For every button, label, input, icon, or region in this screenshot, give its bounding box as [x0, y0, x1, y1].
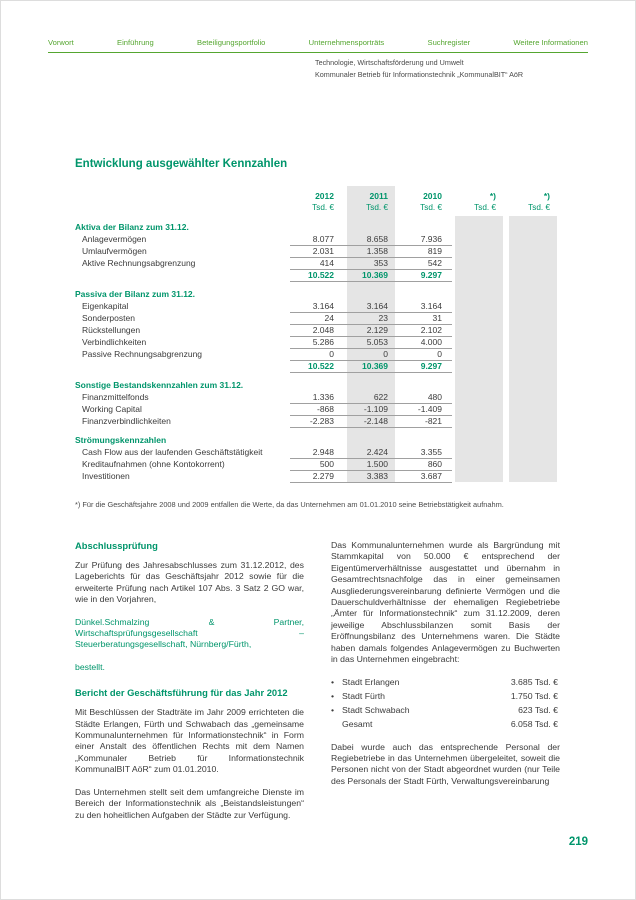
table-cell: 3.687 — [398, 470, 452, 483]
table-cell: 3.164 — [344, 300, 398, 313]
contribution-item — [331, 704, 560, 718]
table-cell — [452, 269, 506, 282]
table-column-header: *) Tsd. € — [528, 191, 550, 212]
nav-item-unternehmensportr-ts[interactable]: Unternehmensporträts — [308, 38, 385, 47]
table-cell: 3.164 — [290, 300, 344, 313]
row-label: Aktiva der Bilanz zum 31.12. — [75, 222, 189, 232]
table-sum-row — [75, 360, 560, 372]
table-cell: 353 — [344, 257, 398, 270]
table-cell: 1.500 — [344, 458, 398, 471]
row-label: Rückstellungen — [82, 325, 141, 335]
table-data-row — [75, 470, 560, 482]
table-cell — [290, 434, 344, 446]
table-cell: -2.148 — [344, 415, 398, 428]
nav-item-weitere-informationen[interactable]: Weitere Informationen — [513, 38, 588, 47]
row-label: Anlagevermögen — [82, 234, 147, 244]
paragraph-personal: Dabei wurde auch das entsprechende Personal der Regiebetriebe in das Unternehmen übergeleitet, soweit die Personen nicht von der Stadt abgeordnet wurden (nur Teile des Personals der Stadt Fürth, Verwaltungsvereinbarung — [331, 741, 560, 786]
table-data-row — [75, 336, 560, 348]
table-footnote: *) Für die Geschäftsjahre 2008 und 2009 entfallen die Werte, da das Unternehmen am 01.01.2010 seine Betriebstätigkeit aufnahm. — [75, 500, 504, 509]
table-cell: 622 — [344, 391, 398, 404]
breadcrumb-chapter: Technologie, Wirtschaftsförderung und Umwelt — [315, 58, 464, 67]
table-cell: 2.048 — [290, 324, 344, 337]
table-data-row — [75, 233, 560, 245]
contribution-value: 623 Tsd. € — [518, 705, 558, 716]
table-cell: 24 — [290, 312, 344, 325]
body-columns — [75, 540, 560, 832]
table-cell: 500 — [290, 458, 344, 471]
table-cell — [398, 434, 452, 446]
table-cell — [344, 288, 398, 300]
right-column — [331, 540, 560, 832]
contribution-item — [331, 690, 560, 704]
table-section-row — [75, 379, 560, 391]
table-data-row — [75, 403, 560, 415]
contribution-label: Gesamt — [342, 718, 373, 729]
table-cell — [398, 288, 452, 300]
breadcrumb-company: Kommunaler Betrieb für Informationstechnik „KommunalBIT“ AöR — [315, 69, 524, 79]
table-sum-row — [75, 269, 560, 281]
breadcrumb — [315, 57, 523, 80]
table-data-row — [75, 257, 560, 269]
row-label: Kreditaufnahmen (ohne Kontokorrent) — [82, 459, 225, 469]
table-cell: 1.336 — [290, 391, 344, 404]
table-header-label-cell — [75, 186, 290, 214]
table-cell — [452, 415, 506, 428]
table-cell: -1.409 — [398, 403, 452, 416]
contribution-label: Stadt Erlangen — [342, 677, 400, 688]
contribution-label: Stadt Schwabach — [342, 705, 410, 716]
table-column-header: *) Tsd. € — [474, 191, 496, 212]
paragraph-auditor-close: bestellt. — [75, 661, 105, 672]
row-label: Aktive Rechnungsabgrenzung — [82, 258, 196, 268]
heading-bericht-geschaeftsfuehrung: Bericht der Geschäftsführung für das Jahr 2012 — [75, 687, 288, 699]
table-cell: 2.424 — [344, 446, 398, 459]
table-section-row — [75, 221, 560, 233]
table-cell: 3.355 — [398, 446, 452, 459]
bullet-icon: • — [331, 677, 335, 688]
table-cell: 31 — [398, 312, 452, 325]
table-column-header: 2011 Tsd. € — [366, 191, 388, 212]
contribution-label: Stadt Fürth — [342, 691, 385, 702]
table-data-row — [75, 324, 560, 336]
bullet-icon — [331, 718, 342, 732]
row-label — [75, 360, 290, 373]
table-cell: 10.369 — [344, 360, 398, 373]
nav-item-einf-hrung[interactable]: Einführung — [117, 38, 154, 47]
table-data-row — [75, 446, 560, 458]
row-label: Finanzverbindlichkeiten — [82, 416, 171, 426]
row-label: Passive Rechnungsabgrenzung — [82, 349, 203, 359]
table-cell: 542 — [398, 257, 452, 270]
table-cell — [506, 360, 560, 373]
paragraph-bargruendung: Das Kommunalunternehmen wurde als Bargründung mit Stammkapital von 50.000 € entsprechend der Eigentümerverhältnisse ausgestattet und übernahm in Gesamtrechtsnachfolge das in einer gemeinsamen Ausgliederungsvereinbarung definierte Vermögen und die Dauerschuldverhältnisse der ehemaligen Regiebetriebe „Ämter für Informationstechnik“ zum 31.12.2009, deren jeweilige Abschlussbilanzen somit Basis der Eröffnungsbilanz des Unternehmens waren. Die Städte haben damals folgendes Anlagevermögen zu Buchwerten in das Unternehmen eingebracht: — [331, 540, 560, 665]
table-cell — [290, 221, 344, 233]
table-cell — [344, 221, 398, 233]
page-number: 219 — [568, 836, 588, 848]
row-label — [75, 269, 290, 282]
table-cell — [290, 379, 344, 391]
table-cell — [506, 379, 560, 391]
table-cell — [398, 221, 452, 233]
table-cell: 819 — [398, 245, 452, 258]
table-cell: 23 — [344, 312, 398, 325]
top-nav — [48, 38, 588, 53]
table-cell: 414 — [290, 257, 344, 270]
table-cell — [506, 288, 560, 300]
page-title: Entwicklung ausgewählter Kennzahlen — [75, 157, 288, 170]
table-data-row — [75, 300, 560, 312]
contribution-value: 6.058 Tsd. € — [510, 718, 558, 729]
row-label: Cash Flow aus der laufenden Geschäftstätigkeit — [82, 447, 263, 457]
table-cell: -868 — [290, 403, 344, 416]
table-section-row — [75, 434, 560, 446]
bullet-icon: • — [331, 691, 335, 702]
table-data-row — [75, 348, 560, 360]
row-label: Strömungskennzahlen — [75, 435, 167, 445]
heading-abschlusspruefung: Abschlussprüfung — [75, 540, 158, 551]
table-cell — [506, 221, 560, 233]
table-cell: 3.164 — [398, 300, 452, 313]
table-grid — [75, 186, 560, 482]
table-cell: -1.109 — [344, 403, 398, 416]
table-cell: 0 — [344, 348, 398, 361]
row-label: Finanzmittelfonds — [82, 392, 149, 402]
row-label: Eigenkapital — [82, 301, 129, 311]
row-label: Passiva der Bilanz zum 31.12. — [75, 289, 196, 299]
row-label: Working Capital — [82, 404, 142, 414]
paragraph-gruendung: Mit Beschlüssen der Stadträte im Jahr 2009 errichteten die Städte Erlangen, Fürth und Schwabach das „gemeinsame Kommunalunternehmen für Informationstechnik“ in Form einer Anstalt des öffentlichen Rechts mit dem Namen „Kommunaler Betrieb für Informationstechnik KommunalBIT AöR“ zum 01.01.2010. — [75, 707, 304, 775]
table-cell: 10.369 — [344, 269, 398, 282]
table-cell: 2.279 — [290, 470, 344, 483]
table-cell — [506, 269, 560, 282]
table-cell — [344, 434, 398, 446]
table-cell — [344, 379, 398, 391]
nav-item-vorwort[interactable]: Vorwort — [48, 38, 74, 47]
table-cell: 480 — [398, 391, 452, 404]
bullet-icon: • — [331, 705, 335, 716]
nav-item-beteiligungsportfolio[interactable]: Beteiligungsportfolio — [197, 38, 266, 47]
row-label: Umlaufvermögen — [82, 246, 147, 256]
table-cell — [398, 379, 452, 391]
table-cell: 0 — [398, 348, 452, 361]
table-cell — [452, 434, 506, 446]
table-cell: 5.053 — [344, 336, 398, 349]
table-section-row — [75, 288, 560, 300]
table-data-row — [75, 245, 560, 257]
table-cell: 5.286 — [290, 336, 344, 349]
table-cell: 10.522 — [290, 360, 344, 373]
contribution-value: 1.750 Tsd. € — [510, 691, 558, 702]
table-cell: 2.102 — [398, 324, 452, 337]
contribution-item — [331, 718, 560, 732]
contribution-value: 3.685 Tsd. € — [510, 677, 558, 688]
table-cell: 2.129 — [344, 324, 398, 337]
table-cell: 1.358 — [344, 245, 398, 258]
left-column — [75, 540, 304, 832]
table-cell — [506, 415, 560, 428]
nav-item-suchregister[interactable]: Suchregister — [427, 38, 471, 47]
table-cell — [452, 360, 506, 373]
table-cell: 10.522 — [290, 269, 344, 282]
table-cell: 9.297 — [398, 360, 452, 373]
table-cell: 4.000 — [398, 336, 452, 349]
table-cell: -821 — [398, 415, 452, 428]
row-label: Sonstige Bestandskennzahlen zum 31.12. — [75, 380, 244, 390]
table-cell: 0 — [290, 348, 344, 361]
table-cell — [452, 379, 506, 391]
table-column-header: 2010 Tsd. € — [420, 191, 442, 212]
table-cell: 8.658 — [344, 233, 398, 246]
paragraph-pruefung: Zur Prüfung des Jahresabschlusses zum 31.12.2012, des Lageberichts für das Geschäftsjahr 2012 sowie für die erweiterte Prüfung nach Artikel 107 Abs. 3 Satz 2 GO war, wie in den Vorjahren, — [75, 560, 304, 605]
table-cell — [452, 288, 506, 300]
table-cell — [452, 221, 506, 233]
paragraph-auditor: Dünkel.Schmalzing & Partner, Wirtschaftsprüfungsgesellschaft – Steuerberatungsgesellschaft, Nürnberg/Fürth, — [75, 616, 304, 650]
table-header-row — [75, 186, 560, 214]
table-cell — [506, 434, 560, 446]
table-cell — [506, 470, 560, 483]
key-figures-table — [75, 186, 560, 482]
table-data-row — [75, 312, 560, 324]
row-label: Verbindlichkeiten — [82, 337, 147, 347]
row-label: Sonderposten — [82, 313, 135, 323]
table-data-row — [75, 391, 560, 403]
contribution-list — [331, 676, 560, 731]
paragraph-dienste: Das Unternehmen stellt seit dem umfangreiche Dienste im Bereich der Informationstechnik als „Beistandsleistungen“ zu den hoheitlichen Aufgaben der Städte zur Verfügung. — [75, 786, 304, 820]
table-cell: 2.031 — [290, 245, 344, 258]
table-cell: -2.283 — [290, 415, 344, 428]
table-cell: 3.383 — [344, 470, 398, 483]
table-cell — [452, 470, 506, 483]
table-cell: 7.936 — [398, 233, 452, 246]
table-data-row — [75, 458, 560, 470]
table-cell: 8.077 — [290, 233, 344, 246]
table-cell — [290, 288, 344, 300]
contribution-item — [331, 676, 560, 690]
table-cell: 2.948 — [290, 446, 344, 459]
table-cell: 860 — [398, 458, 452, 471]
table-data-row — [75, 415, 560, 427]
table-column-header: 2012 Tsd. € — [312, 191, 334, 212]
table-cell: 9.297 — [398, 269, 452, 282]
row-label: Investitionen — [82, 471, 130, 481]
